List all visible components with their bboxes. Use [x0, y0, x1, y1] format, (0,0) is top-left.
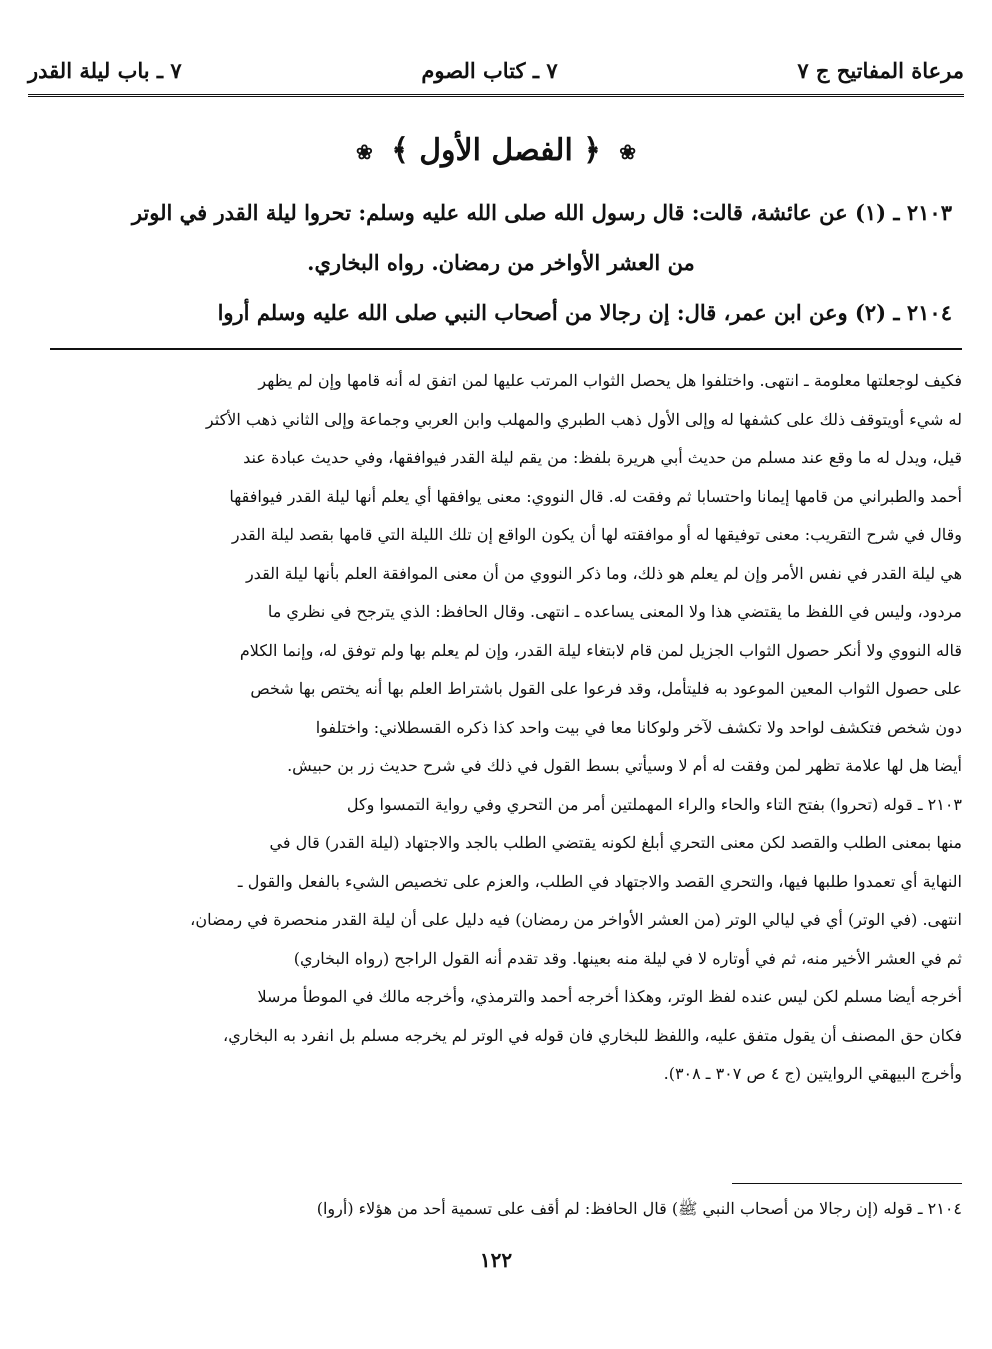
commentary-line: له شيء أويتوقف ذلك على كشفها له وإلى الأول ذهب الطبري والمهلب وابن العربي وجماعة وإلى الثاني ذهب الأكثر: [205, 409, 962, 429]
commentary-line: ثم في العشر الأخير منه، ثم في أوتاره لا في ليلة منه بعينها. وقد تقدم أنه القول الراجح (رواه البخاري): [293, 948, 962, 968]
commentary-block: [30, 362, 962, 1094]
footnote-2104: ٢١٠٤ ـ قوله (إن رجالا من أصحاب النبي ﷺ) قال الحافظ: لم أقف على تسمية أحد من هؤلاء (أروا): [316, 1199, 962, 1218]
commentary-line: دون شخص فتكشف لواحد ولا تكشف لآخر ولوكانا معا في بيت واحد كذا ذكره القسطلاني: واختلفوا: [315, 717, 962, 737]
footnote-rule: [732, 1183, 962, 1184]
commentary-line: قاله النووي ولا أنكر حصول الثواب الجزيل لمن قام لابتغاء ليلة القدر، وإن لم يعلم بها ولم توفق له، وإنما الكلام: [239, 640, 962, 660]
commentary-line: أحمد والطبراني من قامها إيمانا واحتسابا ثم وفقت له. قال النووي: معنى يوافقها أي يعلم أنها ليلة القدر فيوافقها: [229, 486, 962, 506]
commentary-line: قيل، ويدل له ما وقع عند مسلم من حديث أبي هريرة بلفظ: من يقم ليلة القدر فيوافقها، وفي حديث عبادة عند: [243, 448, 962, 467]
commentary-line: فكان حق المصنف أن يقول متفق عليه، واللفظ للبخاري فان قوله في الوتر لم يخرجه مسلم بل انفرد به البخاري،: [223, 1025, 962, 1045]
commentary-line: النهاية أي تعمدوا طلبها فيها، والتحري القصد والاجتهاد في الطلب، والعزم على تخصيص الشيء بالفعل والقول ـ: [237, 871, 962, 891]
hadith-text: [50, 188, 952, 338]
commentary-line: على حصول الثواب المعين الموعود به فليتأمل، وقد فرعوا على القول باشتراط العلم بها أنه يختص بها شخص: [250, 679, 962, 698]
commentary-line: هي ليلة القدر في نفس الأمر وإن لم يعلم هو ذلك، وما ذكر النووي من أن معنى الموافقة العلم بأنها ليلة القدر: [245, 563, 962, 583]
section-title-text: الفصل الأول: [419, 133, 573, 168]
commentary-line: أيضا هل لها علامة تظهر لمن وفقت له أم لا وسيأتي بسط القول في ذلك في شرح حديث زر بن حبيش.: [287, 756, 962, 775]
commentary-line: منها بمعنى الطلب والقصد لكن معنى التحري أبلغ لكونه يقتضي الطلب بالجد والاجتهاد (ليلة القدر) قال في: [269, 833, 962, 852]
commentary-line: أخرجه أيضا مسلم لكن ليس عنده لفظ الوتر، وهكذا أخرجه أحمد والترمذي، وأخرجه مالك في الموطأ مرسلا: [257, 987, 962, 1006]
commentary-line: وأخرج البيهقي الروايتين (ج ٤ ص ٣٠٧ ـ ٣٠٨).: [663, 1064, 962, 1083]
commentary-line: فكيف لوجعلتها معلومة ـ انتهى. واختلفوا هل يحصل الثواب المرتب عليها لمن اتفق له أنه قامها وإن لم يظهر: [258, 371, 962, 390]
section-title: [0, 133, 992, 168]
commentary-line: وقال في شرح التقريب: معنى توفيقها له أو موافقته لها أن يكون الواقع إن تلك الليلة التي قامها بقصد ليلة القدر: [231, 525, 962, 544]
header-book-title: مرعاة المفاتيح ج ٧: [797, 57, 964, 83]
hadith-2103-line-2: من العشر الأواخر من رمضان. رواه البخاري.: [307, 250, 695, 275]
hadith-2104-line-1: ٢١٠٤ ـ (٢) وعن ابن عمر، قال: إن رجالا من أصحاب النبي صلى الله عليه وسلم أروا: [217, 300, 952, 325]
header-chapter: ٧ ـ كتاب الصوم: [421, 57, 558, 83]
page-number: ١٢٢: [479, 1248, 513, 1272]
section-bracket-close: ﴾: [391, 133, 409, 168]
commentary-line: ٢١٠٣ ـ قوله (تحروا) بفتح التاء والحاء والراء المهملتين أمر من التحري وفي رواية التمسوا وكل: [346, 794, 962, 814]
hadith-2103-line-1: ٢١٠٣ ـ (١) عن عائشة، قالت: قال رسول الله صلى الله عليه وسلم: تحروا ليلة القدر في الوتر: [131, 200, 952, 225]
header-bab: ٧ ـ باب ليلة القدر: [28, 57, 182, 83]
left-ornament-icon: ❀: [619, 140, 637, 164]
right-ornament-icon: ❀: [355, 140, 373, 164]
commentary-line: انتهى. (في الوتر) أي في ليالي الوتر (من العشر الأواخر من رمضان) فيه دليل على أن ليلة القدر منحصرة في رمضان،: [190, 910, 962, 929]
running-header: [28, 50, 964, 90]
commentary-line: مردود، وليس في اللفظ ما يقتضي هذا ولا المعنى يساعده ـ انتهى. وقال الحافظ: الذي يترجح في نظري ما: [267, 602, 962, 621]
section-bracket-open: ﴿: [583, 133, 601, 168]
text-commentary-divider: [50, 348, 962, 350]
header-rule: [28, 94, 964, 97]
